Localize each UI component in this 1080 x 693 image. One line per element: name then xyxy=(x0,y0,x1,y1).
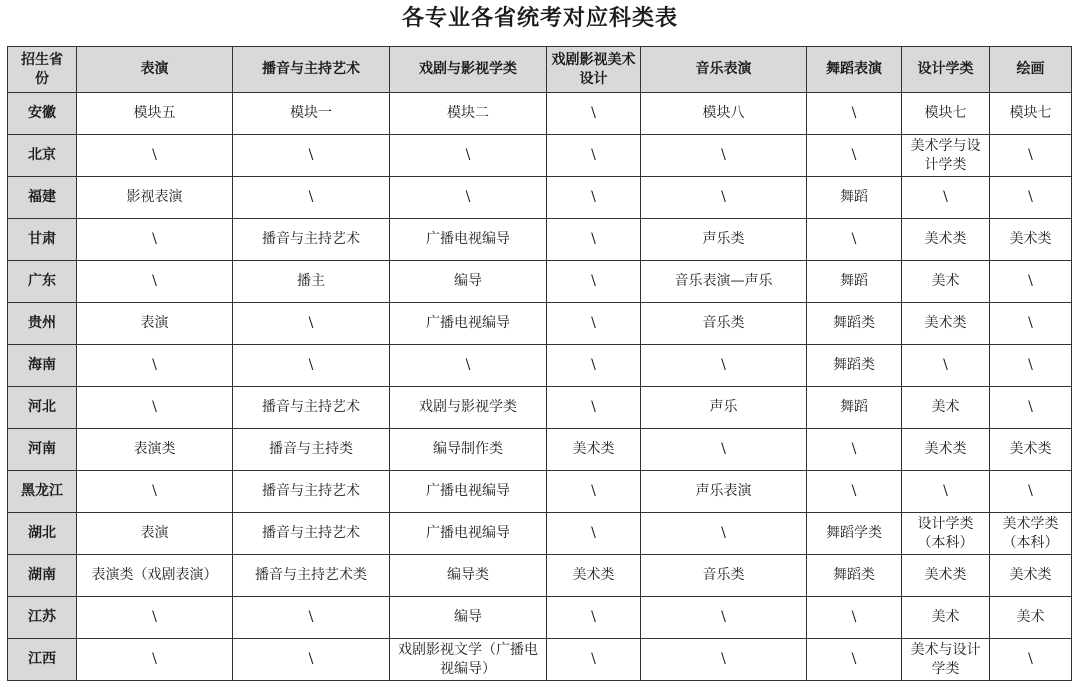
table-cell: \ xyxy=(990,639,1072,681)
table-cell: 声乐类 xyxy=(641,219,807,261)
province-cell: 北京 xyxy=(8,135,77,177)
province-cell: 河南 xyxy=(8,429,77,471)
table-cell: \ xyxy=(807,639,902,681)
table-cell: 舞蹈 xyxy=(807,261,902,303)
table-cell: 编导 xyxy=(390,261,547,303)
table-cell: 模块七 xyxy=(990,93,1072,135)
table-cell: 戏剧影视文学（广播电视编导） xyxy=(390,639,547,681)
province-cell: 河北 xyxy=(8,387,77,429)
table-cell: 表演类（戏剧表演） xyxy=(77,555,233,597)
province-cell: 福建 xyxy=(8,177,77,219)
table-cell: 表演 xyxy=(77,513,233,555)
table-cell: \ xyxy=(990,345,1072,387)
table-cell: \ xyxy=(547,513,641,555)
table-cell: 美术类 xyxy=(902,555,990,597)
table-cell: \ xyxy=(77,387,233,429)
table-cell: \ xyxy=(547,219,641,261)
table-cell: \ xyxy=(641,597,807,639)
table-cell: 舞蹈类 xyxy=(807,345,902,387)
table-cell: 编导类 xyxy=(390,555,547,597)
table-cell: 设计学类（本科） xyxy=(902,513,990,555)
table-cell: \ xyxy=(641,513,807,555)
table-cell: 播音与主持艺术 xyxy=(233,219,390,261)
table-cell: \ xyxy=(807,429,902,471)
table-cell: \ xyxy=(990,135,1072,177)
col-header: 播音与主持艺术 xyxy=(233,47,390,93)
table-cell: 美术 xyxy=(902,597,990,639)
province-cell: 安徽 xyxy=(8,93,77,135)
table-row xyxy=(8,639,1072,681)
table-row xyxy=(8,219,1072,261)
table-cell: \ xyxy=(547,303,641,345)
table-cell: 广播电视编导 xyxy=(390,219,547,261)
table-cell: 美术 xyxy=(990,597,1072,639)
table-cell: \ xyxy=(547,135,641,177)
table-cell: 广播电视编导 xyxy=(390,513,547,555)
table-cell: \ xyxy=(641,639,807,681)
table-cell: \ xyxy=(807,471,902,513)
table-cell: 美术类 xyxy=(902,303,990,345)
table-cell: 编导 xyxy=(390,597,547,639)
table-cell: \ xyxy=(390,345,547,387)
table-cell: 舞蹈类 xyxy=(807,303,902,345)
col-header: 设计学类 xyxy=(902,47,990,93)
table-cell: 模块二 xyxy=(390,93,547,135)
table-cell: 音乐表演—声乐 xyxy=(641,261,807,303)
table-cell: \ xyxy=(77,219,233,261)
table-cell: \ xyxy=(547,639,641,681)
col-header: 表演 xyxy=(77,47,233,93)
table-cell: 美术类 xyxy=(547,429,641,471)
table-cell: 广播电视编导 xyxy=(390,471,547,513)
table-row xyxy=(8,513,1072,555)
table-cell: 美术类 xyxy=(902,429,990,471)
col-header: 舞蹈表演 xyxy=(807,47,902,93)
table-cell: \ xyxy=(547,597,641,639)
table-cell: 表演类 xyxy=(77,429,233,471)
header-row xyxy=(8,47,1072,93)
table-cell: 播音与主持类 xyxy=(233,429,390,471)
table-cell: \ xyxy=(77,135,233,177)
table-cell: 表演 xyxy=(77,303,233,345)
table-cell: 戏剧与影视学类 xyxy=(390,387,547,429)
table-cell: 模块八 xyxy=(641,93,807,135)
table-cell: \ xyxy=(990,261,1072,303)
table-row xyxy=(8,93,1072,135)
table-cell: \ xyxy=(990,303,1072,345)
table-cell: 美术 xyxy=(902,261,990,303)
province-cell: 湖北 xyxy=(8,513,77,555)
province-cell: 江苏 xyxy=(8,597,77,639)
table-cell: \ xyxy=(547,387,641,429)
table-cell: \ xyxy=(233,303,390,345)
table-cell: 美术 xyxy=(902,387,990,429)
table-cell: \ xyxy=(77,261,233,303)
table-cell: 模块一 xyxy=(233,93,390,135)
table-row xyxy=(8,345,1072,387)
table-cell: \ xyxy=(233,597,390,639)
table-cell: \ xyxy=(641,177,807,219)
table-cell: 美术学与设计学类 xyxy=(902,135,990,177)
table-cell: 模块五 xyxy=(77,93,233,135)
table-cell: \ xyxy=(77,471,233,513)
table-cell: 美术学类（本科） xyxy=(990,513,1072,555)
table-row xyxy=(8,471,1072,513)
table-row xyxy=(8,555,1072,597)
table-cell: \ xyxy=(233,345,390,387)
table-cell: \ xyxy=(77,345,233,387)
table-cell: \ xyxy=(547,261,641,303)
table-cell: 舞蹈学类 xyxy=(807,513,902,555)
table-cell: \ xyxy=(547,93,641,135)
table-cell: 美术类 xyxy=(990,555,1072,597)
table-cell: \ xyxy=(807,219,902,261)
table-cell: \ xyxy=(902,471,990,513)
table-cell: \ xyxy=(990,177,1072,219)
table-cell: 编导制作类 xyxy=(390,429,547,471)
table-cell: \ xyxy=(77,597,233,639)
table-cell: \ xyxy=(902,345,990,387)
table-cell: \ xyxy=(902,177,990,219)
table-cell: \ xyxy=(77,639,233,681)
table-cell: \ xyxy=(990,471,1072,513)
col-header: 戏剧与影视学类 xyxy=(390,47,547,93)
table-row xyxy=(8,387,1072,429)
table-row xyxy=(8,429,1072,471)
table-cell: 舞蹈 xyxy=(807,387,902,429)
col-header: 音乐表演 xyxy=(641,47,807,93)
table-cell: \ xyxy=(641,429,807,471)
province-cell: 贵州 xyxy=(8,303,77,345)
table-cell: \ xyxy=(233,135,390,177)
province-cell: 黑龙江 xyxy=(8,471,77,513)
col-header: 招生省份 xyxy=(8,47,77,93)
table-row xyxy=(8,597,1072,639)
col-header: 绘画 xyxy=(990,47,1072,93)
province-cell: 广东 xyxy=(8,261,77,303)
province-cell: 甘肃 xyxy=(8,219,77,261)
province-cell: 海南 xyxy=(8,345,77,387)
table-cell: \ xyxy=(547,345,641,387)
table-cell: 音乐类 xyxy=(641,555,807,597)
table-cell: \ xyxy=(390,177,547,219)
table-cell: \ xyxy=(233,177,390,219)
province-cell: 湖南 xyxy=(8,555,77,597)
subject-category-table xyxy=(7,46,1072,681)
table-cell: 模块七 xyxy=(902,93,990,135)
table-cell: \ xyxy=(641,345,807,387)
table-body xyxy=(8,93,1072,681)
table-row xyxy=(8,261,1072,303)
table-cell: \ xyxy=(807,93,902,135)
table-cell: 声乐表演 xyxy=(641,471,807,513)
table-cell: 广播电视编导 xyxy=(390,303,547,345)
table-row xyxy=(8,303,1072,345)
table-row xyxy=(8,177,1072,219)
table-cell: \ xyxy=(807,135,902,177)
table-cell: \ xyxy=(547,177,641,219)
table-cell: \ xyxy=(390,135,547,177)
table-cell: 舞蹈类 xyxy=(807,555,902,597)
table-cell: 美术类 xyxy=(547,555,641,597)
table-cell: \ xyxy=(641,135,807,177)
table-cell: 美术类 xyxy=(990,429,1072,471)
col-header: 戏剧影视美术设计 xyxy=(547,47,641,93)
table-cell: 音乐类 xyxy=(641,303,807,345)
table-cell: 美术类 xyxy=(902,219,990,261)
table-cell: 播音与主持艺术 xyxy=(233,471,390,513)
table-cell: \ xyxy=(807,597,902,639)
table-cell: 播音与主持艺术 xyxy=(233,387,390,429)
table-cell: 播音与主持艺术 xyxy=(233,513,390,555)
table-cell: 声乐 xyxy=(641,387,807,429)
table-cell: 舞蹈 xyxy=(807,177,902,219)
table-cell: 美术与设计学类 xyxy=(902,639,990,681)
table-cell: 美术类 xyxy=(990,219,1072,261)
table-cell: \ xyxy=(233,639,390,681)
table-cell: \ xyxy=(547,471,641,513)
table-cell: 播音与主持艺术类 xyxy=(233,555,390,597)
table-row xyxy=(8,135,1072,177)
table-cell: \ xyxy=(990,387,1072,429)
province-cell: 江西 xyxy=(8,639,77,681)
table-cell: 影视表演 xyxy=(77,177,233,219)
page-title: 各专业各省统考对应科类表 xyxy=(401,6,678,31)
table-cell: 播主 xyxy=(233,261,390,303)
